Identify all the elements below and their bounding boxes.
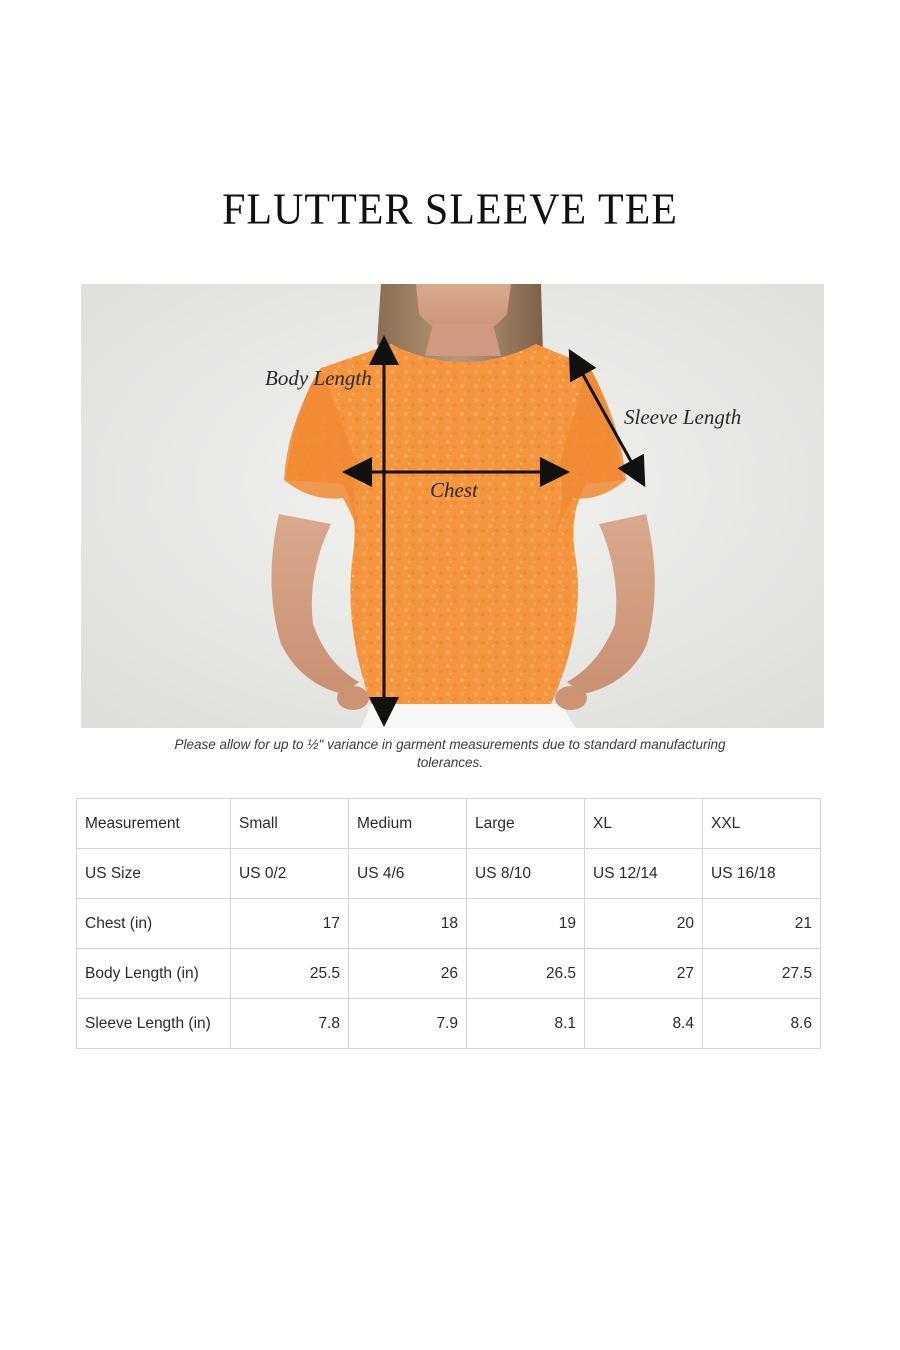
table-row — [77, 999, 821, 1049]
table-cell: 8.6 — [703, 999, 821, 1049]
header-cell: Medium — [349, 799, 467, 849]
measurement-diagram — [81, 284, 824, 728]
header-cell: XL — [585, 799, 703, 849]
table-cell: 26 — [349, 949, 467, 999]
variance-note: Please allow for up to ½" variance in garment measurements due to standard manufacturing tolerances. — [174, 737, 726, 770]
pants — [361, 704, 576, 728]
table-cell: 27.5 — [703, 949, 821, 999]
table-cell: US 4/6 — [349, 849, 467, 899]
row-label-cell: Body Length (in) — [77, 949, 231, 999]
header-cell: Large — [467, 799, 585, 849]
row-label-cell: Chest (in) — [77, 899, 231, 949]
table-row — [77, 899, 821, 949]
table-cell: US 16/18 — [703, 849, 821, 899]
size-chart-table — [76, 798, 821, 1049]
table-cell: 19 — [467, 899, 585, 949]
row-label-cell: US Size — [77, 849, 231, 899]
body-length-label: Body Length — [265, 366, 372, 390]
page-title: FLUTTER SLEEVE TEE — [222, 185, 678, 235]
table-row — [77, 849, 821, 899]
table-cell: 8.1 — [467, 999, 585, 1049]
table-cell: US 8/10 — [467, 849, 585, 899]
table-cell: 8.4 — [585, 999, 703, 1049]
right-hand — [555, 686, 587, 710]
left-hand — [337, 686, 369, 710]
table-cell: US 0/2 — [231, 849, 349, 899]
chest-label: Chest — [430, 478, 478, 502]
header-cell: Small — [231, 799, 349, 849]
sleeve-length-label: Sleeve Length — [624, 405, 742, 429]
table-cell: 25.5 — [231, 949, 349, 999]
table-cell: 18 — [349, 899, 467, 949]
table-header-row — [77, 799, 821, 849]
table-cell: 17 — [231, 899, 349, 949]
product-photo — [81, 284, 824, 728]
table-cell: 26.5 — [467, 949, 585, 999]
table-cell: 20 — [585, 899, 703, 949]
table-cell: 21 — [703, 899, 821, 949]
header-cell: XXL — [703, 799, 821, 849]
table-row — [77, 949, 821, 999]
row-label-cell: Sleeve Length (in) — [77, 999, 231, 1049]
table-cell: US 12/14 — [585, 849, 703, 899]
neck — [425, 324, 501, 356]
header-cell: Measurement — [77, 799, 231, 849]
table-cell: 27 — [585, 949, 703, 999]
table-cell: 7.9 — [349, 999, 467, 1049]
table-cell: 7.8 — [231, 999, 349, 1049]
